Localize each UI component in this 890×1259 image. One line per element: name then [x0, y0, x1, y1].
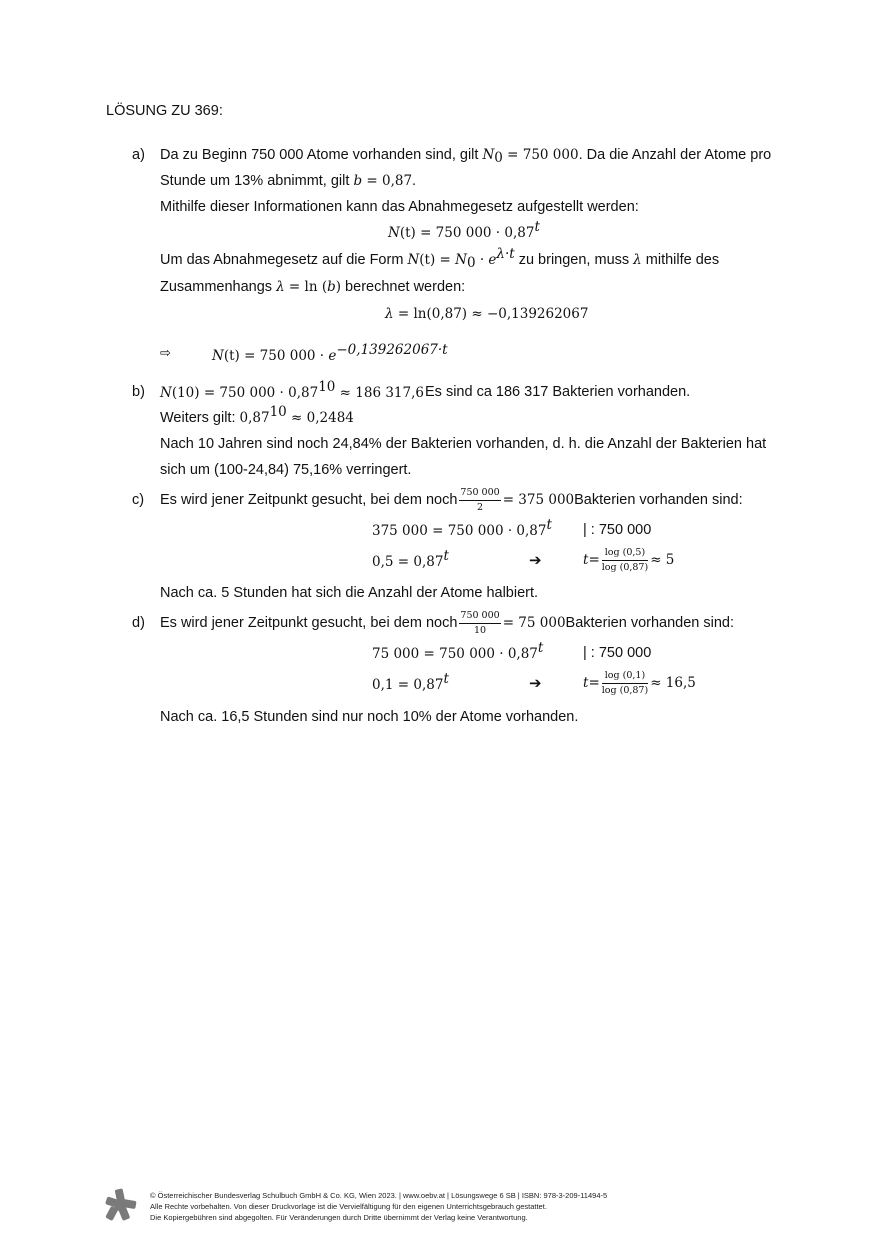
d-text: Es wird jener Zeitpunkt gesucht, bei dem noch	[160, 615, 458, 631]
footer-line-1: © Österreichischer Bundesverlag Schulbuch GmbH & Co. KG, Wien 2023. | www.oebv.at | Lösungswege 6 SB | ISBN: 978-3-209-11494-5	[150, 1191, 608, 1200]
label-a: a)	[132, 147, 145, 163]
a-math: λ	[385, 306, 394, 322]
a-math: (t)	[419, 252, 436, 268]
label-c: c)	[132, 492, 145, 508]
logo-shape	[105, 1188, 137, 1221]
a-text: berechnet werden:	[341, 279, 466, 295]
b-math-exp: 10	[269, 404, 287, 420]
d-math: 75 000 = 750 000 · 0,87	[372, 646, 538, 662]
a-math: = 750 000	[502, 147, 579, 163]
a-line-2	[160, 173, 416, 189]
a-math: = 750 000 ·	[239, 348, 329, 364]
result-arrow-icon: ⇨	[160, 346, 171, 361]
c-math: = 375 000	[502, 492, 575, 508]
a-math: N	[388, 225, 400, 241]
b-line-2	[160, 404, 354, 426]
a-equation-2	[385, 305, 588, 323]
d-solution	[583, 668, 696, 698]
a-line-5	[160, 279, 465, 295]
b-text: Weiters gilt:	[160, 410, 240, 426]
c-text: Es wird jener Zeitpunkt gesucht, bei dem noch	[160, 492, 458, 508]
d-math: 0,1 = 0,87	[372, 677, 444, 693]
c-math: t	[583, 552, 589, 568]
d-math: ≈ 16,5	[650, 675, 696, 691]
c-equation-2	[372, 548, 449, 571]
a-math: N	[455, 252, 467, 268]
d-math-exp: t	[537, 640, 544, 656]
d-math-exp: t	[443, 671, 449, 687]
b-line-3: Nach 10 Jahren sind noch 24,84% der Bakterien vorhanden, d. h. die Anzahl der Bakterien hat	[160, 436, 767, 452]
d-math: t	[583, 675, 589, 691]
c-frac-den: 2	[477, 501, 484, 513]
label-b: b)	[132, 384, 145, 400]
d-equation-1	[372, 640, 544, 663]
b-math: (10) = 750 000 · 0,87	[171, 385, 319, 401]
c-operation: | : 750 000	[583, 522, 652, 538]
d-operation: | : 750 000	[583, 645, 652, 661]
a-text: mithilfe des	[641, 252, 720, 268]
a-math-sub: 0	[466, 255, 476, 271]
c-math: 375 000 = 750 000 · 0,87	[372, 523, 547, 539]
a-text: .	[412, 173, 417, 189]
c-frac-num: log (0,5)	[602, 548, 648, 561]
page-title: LÖSUNG ZU 369:	[106, 103, 223, 119]
a-result	[212, 342, 448, 365]
c-conclusion: Nach ca. 5 Stunden hat sich die Anzahl der Atome halbiert.	[160, 585, 539, 601]
a-math: N	[482, 147, 495, 163]
a-text: . Da die Anzahl der Atome pro	[578, 147, 772, 163]
footer-line-3: Die Kopiergebühren sind abgegolten. Für Veränderungen durch Dritte übernimmt der Verlag keine Verantwortung.	[150, 1213, 528, 1222]
d-solution-fraction	[602, 671, 648, 695]
a-math: e	[328, 348, 337, 364]
a-text: Um das Abnahmegesetz auf die Form	[160, 252, 408, 268]
c-math: ≈ 5	[650, 552, 675, 568]
b-equation	[160, 379, 424, 402]
c-equation-1	[372, 517, 552, 540]
c-frac-den: log (0,87)	[601, 561, 649, 573]
b-text-1: Es sind ca 186 317 Bakterien vorhanden.	[425, 384, 691, 400]
a-math: ·	[475, 252, 489, 268]
implies-arrow-icon: ➔	[529, 674, 542, 692]
d-conclusion: Nach ca. 16,5 Stunden sind nur noch 10% der Atome vorhanden.	[160, 709, 579, 725]
c-line-1	[160, 485, 743, 515]
b-line-4: sich um (100-24,84) 75,16% verringert.	[160, 462, 412, 478]
d-line-1	[160, 608, 734, 638]
a-math: λ	[276, 279, 285, 295]
c-math-exp: t	[546, 517, 552, 533]
d-math: = 75 000	[502, 615, 566, 631]
a-math: e	[488, 252, 497, 268]
c-math: =	[588, 552, 600, 568]
a-math: )	[335, 279, 342, 295]
a-math: = ln(0,87) ≈ −0,139262067	[393, 306, 589, 322]
b-math: 0,87	[239, 410, 270, 426]
a-math: (t)	[399, 225, 416, 241]
a-text: zu bringen, muss	[514, 252, 634, 268]
a-line-4	[160, 246, 720, 271]
implies-arrow-icon: ➔	[529, 551, 542, 569]
a-math: =	[435, 252, 456, 268]
d-frac-num: log (0,1)	[602, 671, 648, 684]
d-math: =	[588, 675, 600, 691]
b-math-exp: 10	[318, 379, 336, 395]
c-math-exp: t	[443, 548, 449, 564]
c-fraction	[459, 488, 500, 512]
footer-line-2: Alle Rechte vorbehalten. Von dieser Druckvorlage ist die Vervielfältigung für den eigenen Unterrichtsgebrauch gestattet.	[150, 1202, 547, 1211]
a-math: = 750 000 · 0,87	[415, 225, 535, 241]
b-math: ≈ 186 317,6	[335, 385, 424, 401]
a-math: N	[407, 252, 420, 268]
d-fraction	[459, 611, 500, 635]
c-text: Bakterien vorhanden sind:	[574, 492, 743, 508]
a-math: N	[212, 348, 224, 364]
a-line-1	[160, 147, 772, 166]
a-math: b	[353, 173, 363, 189]
a-math: b	[327, 279, 336, 295]
publisher-logo-icon	[103, 1188, 137, 1222]
a-line-3: Mithilfe dieser Informationen kann das Abnahmegesetz aufgestellt werden:	[160, 199, 639, 215]
b-math: N	[160, 385, 172, 401]
a-math-exp: λ·t	[496, 246, 515, 262]
a-equation-1	[388, 219, 540, 242]
d-text: Bakterien vorhanden sind:	[565, 615, 735, 631]
c-solution	[583, 545, 674, 575]
a-math-exp: −0,139262067·t	[336, 342, 448, 358]
label-d: d)	[132, 615, 145, 631]
a-text: Stunde um 13% abnimmt, gilt	[160, 173, 354, 189]
d-frac-den: log (0,87)	[601, 684, 649, 696]
c-math: 0,5 = 0,87	[372, 554, 444, 570]
c-solution-fraction	[602, 548, 648, 572]
d-frac-den: 10	[474, 624, 487, 636]
d-frac-num: 750 000	[459, 611, 500, 624]
a-math-sub: 0	[494, 150, 503, 166]
a-math: (t)	[223, 348, 240, 364]
footer-copyright	[150, 1190, 607, 1223]
a-math-exp: t	[534, 219, 540, 235]
a-math: = ln (	[284, 279, 328, 295]
c-frac-num: 750 000	[459, 488, 500, 501]
b-math: ≈ 0,2484	[286, 410, 354, 426]
d-equation-2	[372, 671, 449, 694]
a-text: Da zu Beginn 750 000 Atome vorhanden sind, gilt	[160, 147, 483, 163]
a-math: = 0,87	[362, 173, 413, 189]
a-math: λ	[633, 252, 642, 268]
a-text: Zusammenhangs	[160, 279, 277, 295]
